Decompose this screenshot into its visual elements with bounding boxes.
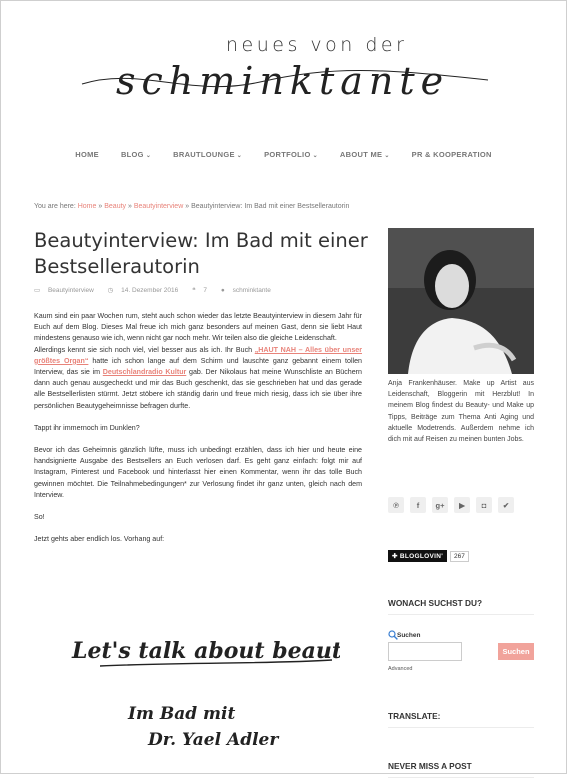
nav-item-label: BLOG bbox=[120, 150, 144, 159]
search-widget-title: WONACH SUCHST DU? bbox=[388, 598, 534, 615]
logo-script-text: schminktante bbox=[116, 59, 450, 103]
breadcrumb-separator: » bbox=[185, 203, 190, 210]
meta-date-label: 14. Dezember 2016 bbox=[121, 287, 179, 294]
interview-guest-svg bbox=[124, 697, 284, 757]
user-icon: ● bbox=[220, 287, 225, 294]
youtube-icon[interactable]: ▶ bbox=[454, 497, 470, 513]
meta-author[interactable] bbox=[221, 287, 277, 294]
meta-date bbox=[108, 287, 185, 294]
guest-line2: Dr. Yael Adler bbox=[148, 730, 279, 750]
newsletter-widget-title: NEVER MISS A POST bbox=[388, 761, 534, 778]
breadcrumb-current: Beautyinterview: Im Bad mit einer Bestsellerautorin bbox=[191, 203, 350, 210]
guest-line1: Im Bad mit bbox=[128, 704, 236, 724]
pinterest-icon[interactable]: ℗ bbox=[388, 497, 404, 513]
chevron-down-icon: ⌄ bbox=[145, 153, 152, 159]
breadcrumb bbox=[34, 203, 349, 210]
search-label: Suchen bbox=[397, 632, 421, 639]
instagram-icon[interactable]: ◘ bbox=[476, 497, 492, 513]
author-bio: Anja Frankenhäuser. Make up Artist aus Leidenschaft, Bloggerin mit Herzblut! In meinem Blog findest du Beauty- und Make up Tipps, Beiträge zum Thema Anti Aging und aktuelle Modetrends. Außerdem nehme ich dich mit auf Reisen zu meinen bunten Jobs. bbox=[388, 380, 534, 444]
clock-icon: ◷ bbox=[107, 287, 114, 294]
folder-icon: ▭ bbox=[34, 287, 41, 294]
nav-item-blog[interactable] bbox=[121, 150, 151, 159]
chevron-down-icon: ⌄ bbox=[312, 153, 318, 159]
radio-link[interactable]: Deutschlandradio Kultur bbox=[102, 368, 187, 377]
chevron-down-icon: ⌄ bbox=[384, 153, 390, 159]
nav-item-pr-kooperation[interactable] bbox=[412, 150, 492, 159]
search-input[interactable] bbox=[388, 642, 462, 661]
nav-item-label: PORTFOLIO bbox=[264, 150, 311, 159]
translate-widget-title: TRANSLATE: bbox=[388, 711, 534, 728]
post-title: Beautyinterview: Im Bad mit einer Bestsellerautorin bbox=[34, 229, 368, 278]
twitter-icon[interactable]: ✔ bbox=[498, 497, 514, 513]
meta-category[interactable] bbox=[34, 287, 100, 294]
nav-item-label: BRAUTLOUNGE bbox=[173, 150, 235, 159]
breadcrumb-home-link[interactable]: Home bbox=[77, 203, 97, 210]
breadcrumb-beauty-link[interactable]: Beauty bbox=[104, 203, 127, 210]
breadcrumb-beautyinterview-link[interactable]: Beautyinterview bbox=[133, 203, 184, 210]
post-content bbox=[34, 311, 362, 556]
main-navigation bbox=[0, 144, 567, 162]
bloglovin-widget[interactable] bbox=[388, 550, 469, 562]
social-icons bbox=[388, 497, 514, 513]
facebook-icon[interactable]: f bbox=[410, 497, 426, 513]
nav-item-label: PR & KOOPERATION bbox=[411, 150, 492, 159]
post-text: hatte ich schon lange auf dem Schirm und lauschte ganz gebannt einem tollen Interview, das sie im bbox=[34, 356, 363, 377]
google-plus-icon[interactable]: g+ bbox=[432, 497, 448, 513]
lets-talk-graphic bbox=[70, 632, 340, 672]
meta-comments[interactable] bbox=[192, 287, 213, 294]
nav-item-brautlounge[interactable] bbox=[173, 150, 242, 159]
post-paragraph: Jetzt gehts aber endlich los. Vorhang auf: bbox=[34, 535, 165, 544]
post-paragraph: So! bbox=[34, 513, 45, 522]
nav-item-home[interactable] bbox=[75, 150, 99, 159]
post-paragraph: Bevor ich das Geheimnis gänzlich lüfte, muss ich unbedingt erzählen, dass ich hier und heute eine handsignierte Ausgabe des Bestsellers an Euch verlosen darf. Es geht ganz einfach: folgt mir auf Instagram, Pinterest und Facebook und hinterlasst hier einen Kommentar, wenn ihr das tolle Buch gewinnen möchtet. Die Teilnahmebedingungen* zur Verlosung findet ihr ganz unten, gleich nach dem Interview. bbox=[34, 446, 362, 499]
chevron-down-icon: ⌄ bbox=[236, 153, 243, 159]
nav-list bbox=[64, 144, 502, 162]
nav-item-label: ABOUT ME bbox=[339, 150, 383, 159]
author-photo-svg bbox=[388, 228, 534, 374]
nav-item-portfolio[interactable] bbox=[264, 150, 318, 159]
breadcrumb-separator: » bbox=[127, 203, 132, 210]
breadcrumb-prefix: You are here: bbox=[34, 203, 76, 210]
meta-author-label: schminktante bbox=[232, 287, 271, 294]
nav-item-about-me[interactable] bbox=[340, 150, 390, 159]
post-text: gab. Der Nikolaus hat meine Wunschliste an Büchern dann auch genau ausgecheckt und mir das Buch geschenkt, das sie geschrieben hat und das gerade alle Bestsellerlisten stürmt. Jetzt stöbere ich ständig darin und freue mich riesig, dass ich sie über ihre persönlichen Beautygeheimnisse befragen durfte. bbox=[34, 368, 362, 410]
book-link[interactable]: „HAUT NAH – Alles über unser größtes Organ“ bbox=[34, 345, 362, 365]
post-paragraph: Kaum sind ein paar Wochen rum, steht auch schon wieder das letzte Beautyinterview in diesem Jahr für Euch auf dem Blog. Dieses Mal freue ich mich ganz besonders auf meinen Gast, denn sie liebt Haut mindestens genauso wie ich, wenn nicht gar noch mehr. Wir teilen also die gleiche Leidenschaft. bbox=[34, 312, 362, 343]
bloglovin-count: 267 bbox=[450, 551, 469, 562]
logo-script[interactable] bbox=[80, 56, 490, 110]
nav-item-label: HOME bbox=[75, 150, 99, 159]
author-photo bbox=[388, 228, 534, 374]
logo-script-svg bbox=[80, 56, 490, 110]
logo-tagline[interactable]: neues von der bbox=[226, 34, 408, 56]
search-advanced-link[interactable]: Advanced bbox=[388, 666, 413, 672]
lets-talk-text: Let's talk about beauty bbox=[72, 638, 340, 664]
comments-icon: ❝ bbox=[192, 287, 196, 294]
post-paragraph bbox=[34, 345, 362, 412]
post-text: Allerdings kennt sie sich noch viel, viel besser aus als ich. Ihr Buch bbox=[34, 345, 255, 354]
post-meta bbox=[34, 286, 283, 294]
post-paragraph: Tappt ihr immernoch im Dunklen? bbox=[34, 423, 140, 432]
meta-comments-count: 7 bbox=[203, 287, 207, 294]
bloglovin-button[interactable]: ✚ BLOGLOVIN' bbox=[388, 550, 447, 562]
search-button[interactable]: Suchen bbox=[498, 643, 534, 660]
lets-talk-svg bbox=[70, 632, 340, 672]
meta-category-label: Beautyinterview bbox=[47, 287, 94, 294]
interview-guest-graphic bbox=[124, 697, 284, 757]
breadcrumb-separator: » bbox=[98, 203, 103, 210]
